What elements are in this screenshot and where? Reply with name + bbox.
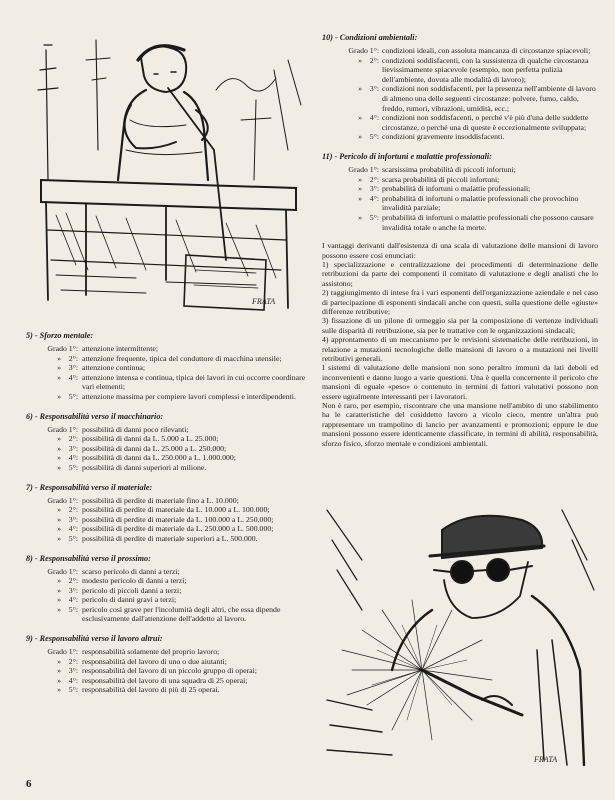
paragraph: 1) specializzazione e centralizzazione dei procedimenti di determinazione delle retribuzioni da parte dei componenti il comitato di valutazione e degli analisti che lo assistono; <box>322 259 598 288</box>
grade-value: attenzione continua; <box>82 363 145 373</box>
glassblower-illustration <box>26 30 308 318</box>
grade-row <box>26 676 306 686</box>
grade-key: » 3°: <box>358 84 379 94</box>
grade-key: » 3°: <box>57 443 78 453</box>
grade-row <box>322 194 598 213</box>
grade-row <box>26 463 306 473</box>
grade-value: responsabilità solamente del proprio lavoro; <box>82 647 220 657</box>
section-responsabilita-prossimo <box>26 553 306 625</box>
grade-row <box>26 605 306 624</box>
grade-key: » 2°: <box>358 55 379 65</box>
grade-value: pericolo di piccoli danni a terzi; <box>82 585 182 595</box>
grade-key: » 5°: <box>57 391 78 401</box>
grade-value: probabilità di infortuni o malattie professionali che possono causare invalidità totale o anche la morte. <box>382 212 594 232</box>
grade-row <box>26 657 306 667</box>
grade-key: » 4°: <box>57 372 78 382</box>
grade-key: Grado 1°: <box>47 424 78 434</box>
grade-key: Grado 1°: <box>47 344 78 353</box>
grade-key: » 2°: <box>57 576 78 586</box>
section-heading: 11) - Pericolo di infortuni e malattie professionali: <box>322 151 492 161</box>
grade-row <box>26 685 306 695</box>
grade-row <box>322 184 598 194</box>
grade-value: pericolo di danni gravi a terzi; <box>82 595 177 605</box>
grade-key: » 5°: <box>358 132 379 142</box>
grade-value: responsabilità del lavoro di una squadra di 25 operai; <box>82 675 248 685</box>
grade-key: » 2°: <box>57 656 78 666</box>
grade-value: modesto pericolo di danni a terzi; <box>82 576 187 586</box>
grade-value: condizioni non soddisfacenti, per la presenza nell'ambiente di lavoro di almeno una delle seguenti circostanze: polvere, fumo, caldo, freddo, rumori, vibrazioni, umidità, ecc.; <box>382 84 596 113</box>
grade-row <box>26 496 306 506</box>
grade-key: » 4°: <box>57 595 78 605</box>
grade-value: possibilità di danni da L. 5.000 a L. 25.000; <box>82 434 219 444</box>
grade-key: Grado 1°: <box>47 566 78 576</box>
grade-key: » 3°: <box>57 514 78 524</box>
grade-row <box>26 524 306 534</box>
grade-key: » 3°: <box>57 585 78 595</box>
grade-row <box>26 434 306 444</box>
grade-value: condizioni gravemente insoddisfacenti. <box>382 132 505 142</box>
grade-value: possibilità di perdite di materiale fino a L. 10.000; <box>82 495 239 505</box>
grade-row <box>322 175 598 185</box>
section-sforzo-mentale <box>26 330 306 402</box>
grade-row <box>26 444 306 454</box>
paragraph: I sistemi di valutazione delle mansioni non sono peraltro immuni da lati deboli ed inconvenienti e danno luogo a varie questioni. Una è quella concernente il pericolo che mansioni di eguale «peso» o contenuto in termini di fattori valutativi possono non essere ugualmente interessanti per i lavoratori. <box>322 363 598 401</box>
left-text-column <box>26 330 306 704</box>
grade-value: scarso pericolo di danni a terzi; <box>82 566 180 576</box>
grade-row <box>26 344 306 354</box>
grade-value: attenzione intensa e continua, tipica dei lavori in cui occorre coordinare vari elementi; <box>82 372 306 392</box>
section-responsabilita-lavoro-altrui <box>26 633 306 695</box>
grade-key: » 4°: <box>57 524 78 534</box>
grade-key: » 3°: <box>358 184 379 194</box>
grade-row <box>26 425 306 435</box>
grade-key: » 5°: <box>57 462 78 472</box>
grade-row <box>322 56 598 85</box>
grade-row <box>322 84 598 113</box>
grade-value: possibilità di perdite di materiale da L. 100.000 a L. 250.000; <box>82 514 274 524</box>
paragraph: I vantaggi derivanti dall'esistenza di una scala di valutazione delle mansioni di lavoro possono essere così enunciati: <box>322 241 598 260</box>
grade-value: condizioni soddisfacenti, con la sussistenza di qualche circostanza lievissimamente spiacevole (esempio, non perfetta pulizia dell'ambiente, dovuta alle modalità di lavoro); <box>382 55 589 84</box>
grade-key: Grado 1°: <box>348 46 379 55</box>
grade-row <box>26 363 306 373</box>
grade-key: Grado 1°: <box>348 164 379 174</box>
paragraph: 4) approntamento di un meccanismo per le revisioni sistematiche delle retribuzioni, in relazione a mutazioni tecnologiche delle mansioni di lavoro o a mutazioni nei livelli retributivi generali. <box>322 335 598 363</box>
grade-value: attenzione frequente, tipica del conduttore di macchina utensile; <box>82 353 282 363</box>
welder-illustration <box>322 500 598 772</box>
grade-value: attenzione massima per compiere lavori complessi e interdipendenti. <box>82 391 296 401</box>
grade-row <box>26 576 306 586</box>
grade-key: » 3°: <box>57 666 78 676</box>
grade-key: Grado 1°: <box>47 495 78 505</box>
grade-value: possibilità di danni superiori al milione. <box>82 462 207 472</box>
grade-row <box>322 132 598 142</box>
grade-value: probabilità di infortuni o malattie professionali che provochino invalidità parziale; <box>382 193 579 213</box>
grade-key: » 4°: <box>57 675 78 685</box>
section-responsabilita-materiale <box>26 482 306 544</box>
grade-value: possibilità di perdite di materiale superiori a L. 500.000. <box>82 533 258 543</box>
grade-value: attenzione intermittente; <box>82 344 158 353</box>
grade-value: condizioni non soddisfacenti, o perché v'è più d'una delle suddette circostanze, o perché una di queste è eccezionalmente sviluppata; <box>382 113 589 132</box>
grade-value: responsabilità del lavoro di uno o due aiutanti; <box>82 656 227 666</box>
section-heading: 9) - Responsabilità verso il lavoro altrui: <box>26 634 163 644</box>
grade-row <box>26 354 306 364</box>
grade-row <box>26 392 306 402</box>
grade-value: scarsissima probabilità di piccoli infortuni; <box>382 164 516 174</box>
grade-value: condizioni ideali, con assoluta mancanza di circostanze spiacevoli; <box>382 46 591 55</box>
grade-key: » 2°: <box>57 505 78 515</box>
grade-key: Grado 1°: <box>47 647 78 657</box>
section-heading: 7) - Responsabilità verso il materiale: <box>26 482 153 492</box>
grade-key: » 5°: <box>57 533 78 543</box>
paragraph: Non è raro, per esempio, riscontrare che una mansione nell'ambito di uno stabilimento ha le caratteristiche del cosiddetto lavoro a vicolo cieco, mentre un'altra può rappresentare un trampolino di lancio per avanzamenti e promozioni; eppure le due mansioni possono essere identicamente classificate, in termini di abilità, responsabilità, sforzo fisico, sforzo mentale e condizioni ambientali. <box>322 401 598 448</box>
grade-row <box>26 515 306 525</box>
section-responsabilita-macchinario <box>26 411 306 473</box>
grade-value: possibilità di danni da L. 25.000 a L. 250.000; <box>82 443 227 453</box>
grade-row <box>322 213 598 232</box>
grade-value: pericolo così grave per l'incolumità degli altri, che essa dipende esclusivamente dall'attenzione dell'addetto al lavoro. <box>82 604 281 624</box>
grade-value: scarsa probabilità di piccoli infortuni; <box>382 174 500 184</box>
section-heading: 5) - Sforzo mentale: <box>26 331 94 340</box>
section-heading: 10) - Condizioni ambientali: <box>322 33 418 42</box>
grade-value: responsabilità del lavoro di un piccolo gruppo di operai; <box>82 666 257 676</box>
grade-value: possibilità di perdite di materiale da L. 250.000 a L. 500.000; <box>82 524 274 534</box>
welder-signature: FRATA <box>534 755 558 764</box>
grade-value: responsabilità del lavoro di più di 25 operai. <box>82 685 220 695</box>
grade-row <box>26 666 306 676</box>
right-text-column <box>322 32 598 448</box>
grade-row <box>26 586 306 596</box>
grade-row <box>26 505 306 515</box>
grade-key: » 2°: <box>57 434 78 444</box>
grade-value: possibilità di danni poco rilevanti; <box>82 424 189 434</box>
grade-row <box>322 46 598 56</box>
grade-row <box>322 113 598 132</box>
grade-key: » 2°: <box>57 353 78 363</box>
grade-key: » 5°: <box>57 685 78 695</box>
paragraph: 2) raggiungimento di intese fra i vari esponenti dell'organizzazione aziendale e nel caso di partecipazione di esponenti sindacali anche con questi, sulla questione delle «giuste» differenze retributive; <box>322 288 598 316</box>
body-text <box>322 241 598 448</box>
grade-key: » 5°: <box>57 604 78 614</box>
grade-row <box>26 567 306 577</box>
grade-value: possibilità di perdite di materiale da L. 10.000 a L. 100.000; <box>82 505 270 515</box>
section-heading: 8) - Responsabilità verso il prossimo: <box>26 553 151 563</box>
grade-key: » 3°: <box>57 363 78 373</box>
grade-row <box>322 165 598 175</box>
grade-key: » 2°: <box>358 174 379 184</box>
grade-value: possibilità di danni da L. 250.000 a L. 1.000.000; <box>82 453 236 463</box>
grade-row <box>26 373 306 392</box>
grade-row <box>26 453 306 463</box>
grade-key: » 5°: <box>358 212 379 222</box>
grade-key: » 4°: <box>358 113 379 123</box>
grade-row <box>26 647 306 657</box>
grade-row <box>26 595 306 605</box>
grade-key: » 4°: <box>358 193 379 203</box>
paragraph: 3) fissazione di un pilone di ormeggio sia per la composizione di vertenze individuali sulle disparità di retribuzione, sia per le trattative con le organizzazioni sindacali; <box>322 316 598 335</box>
glassblower-signature: FRATA <box>252 297 276 306</box>
section-heading: 6) - Responsabilità verso il macchinario: <box>26 411 164 421</box>
grade-key: » 4°: <box>57 453 78 463</box>
grade-value: probabilità di infortuni o malattie professionali; <box>382 184 531 194</box>
grade-row <box>26 534 306 544</box>
section-pericolo-infortuni <box>322 151 598 232</box>
section-condizioni-ambientali <box>322 32 598 142</box>
page-number: 6 <box>26 778 32 790</box>
